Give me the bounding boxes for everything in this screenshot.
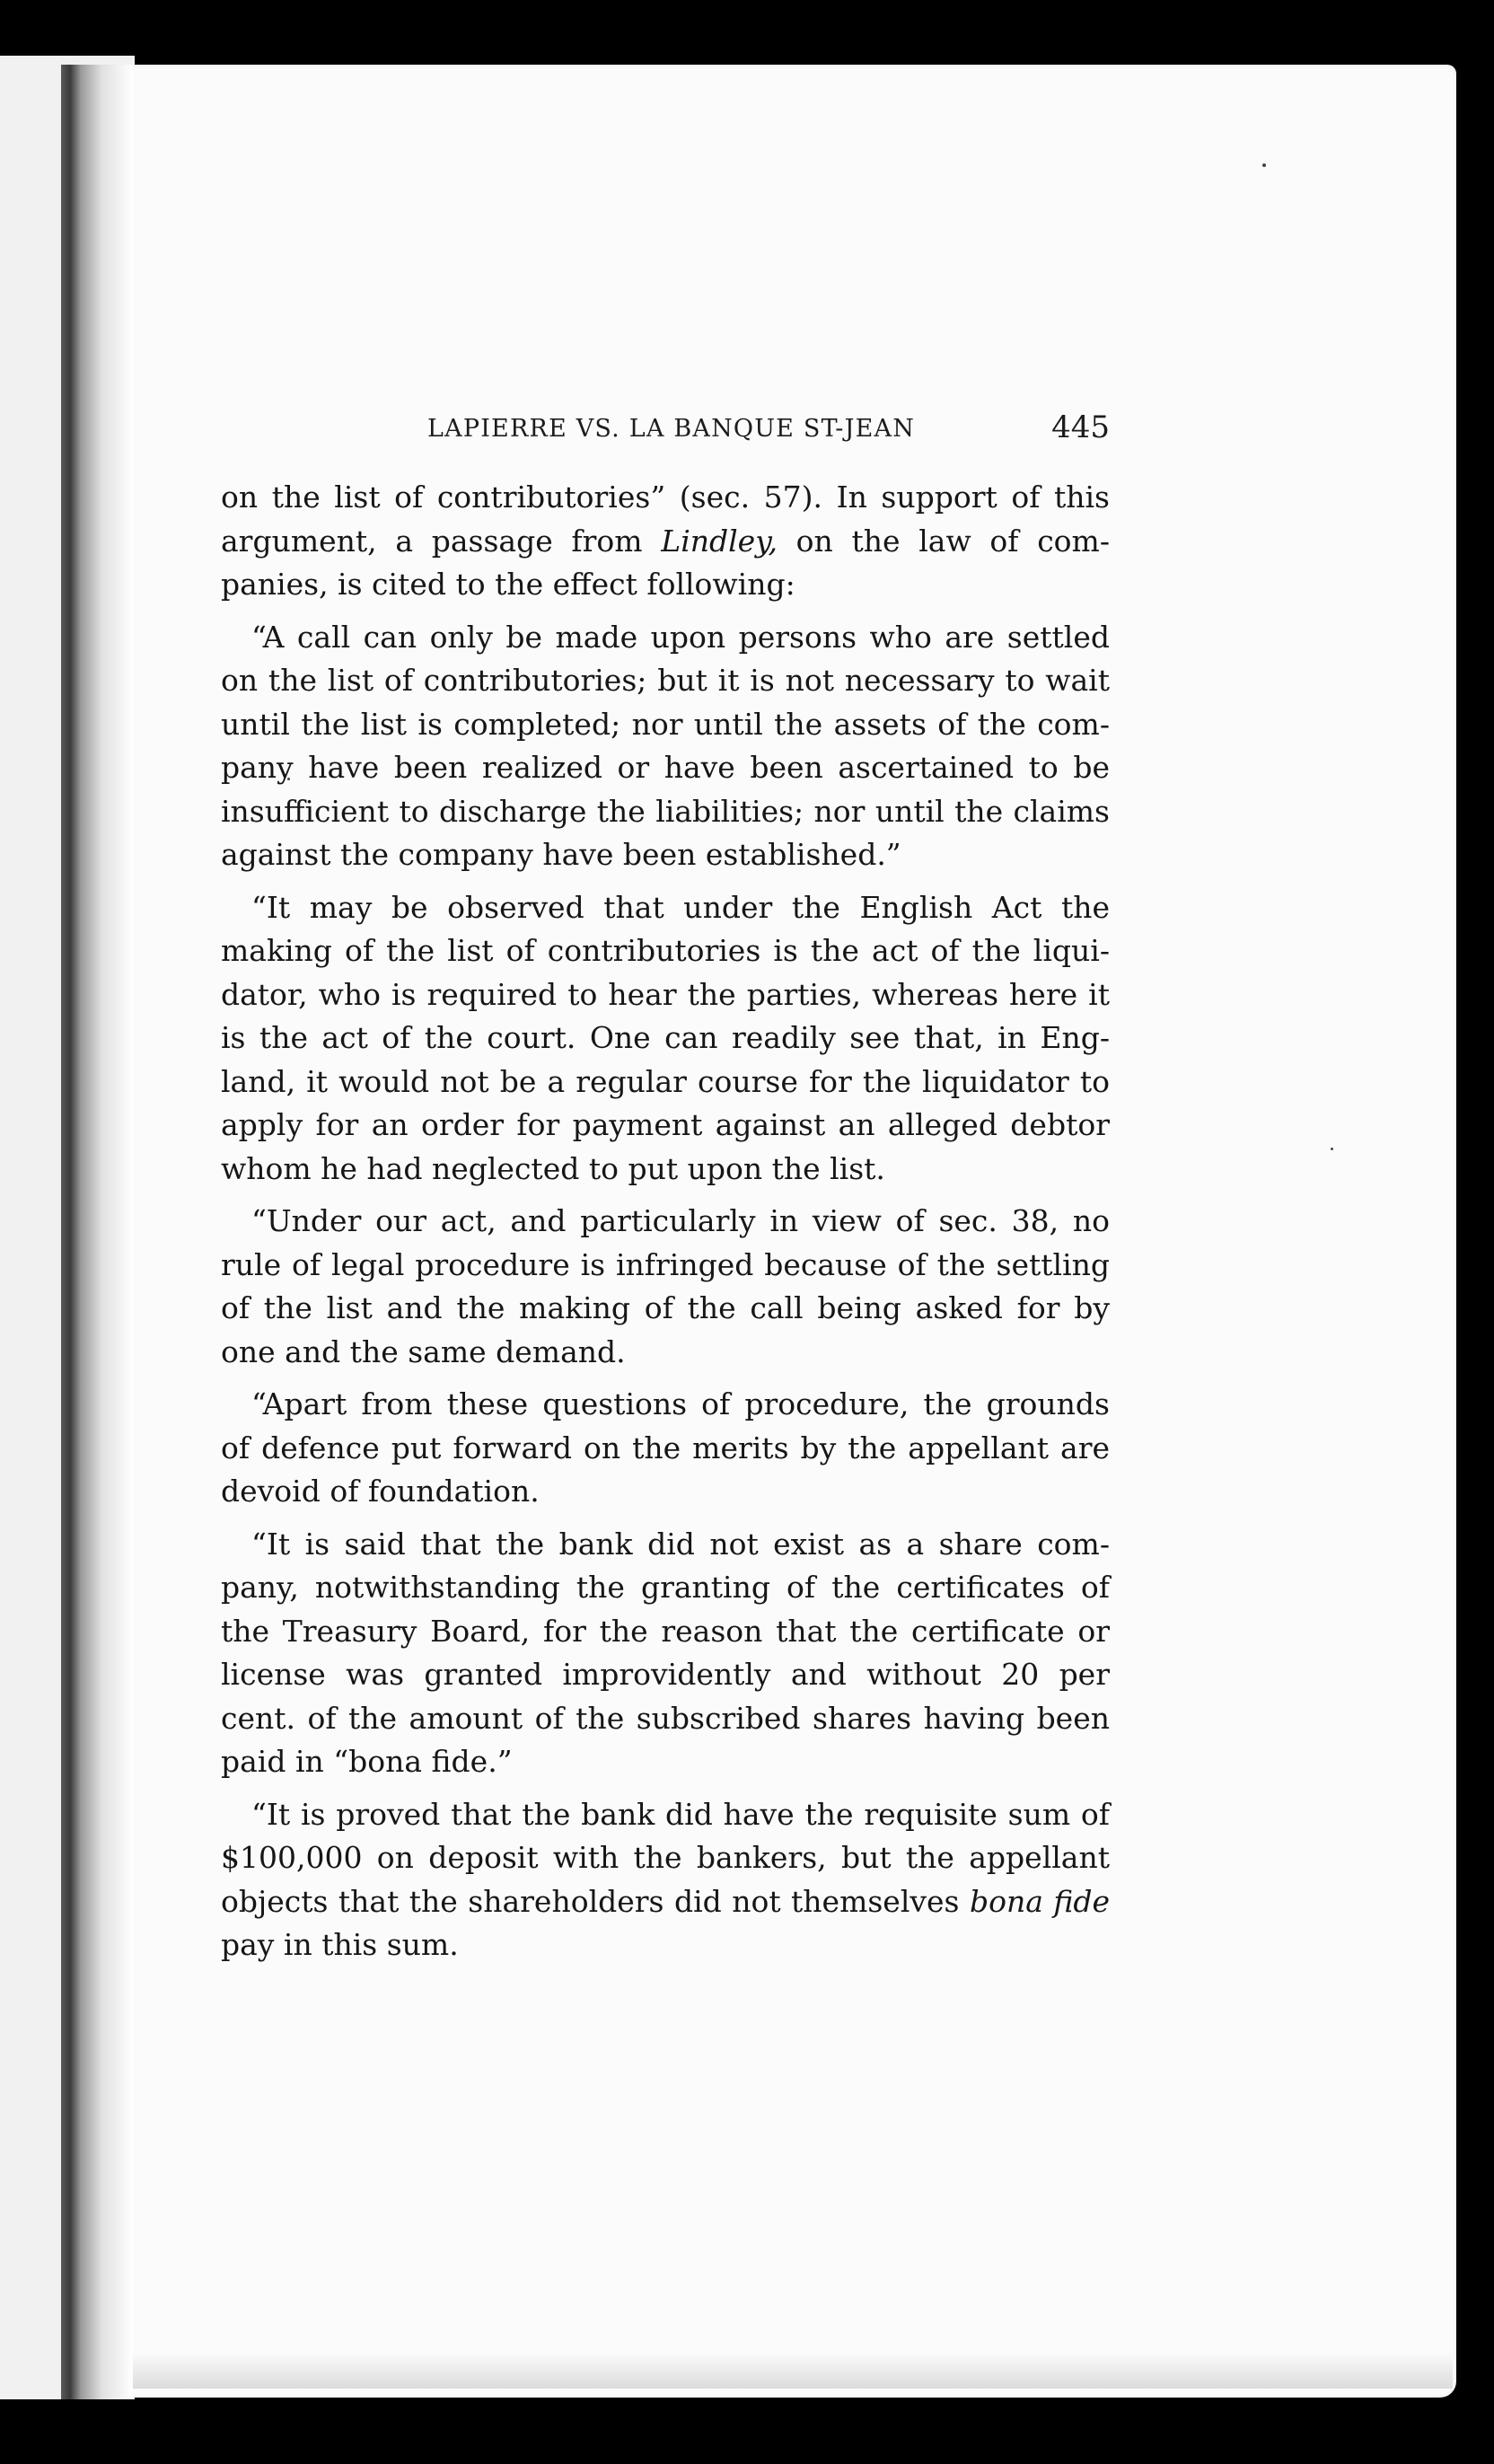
text-run: “It may be observed that under the English Act the making of the list of contributories is the act of the liqui-dator, who is required to hear the parties, whereas here it is the act of the court. One can readily see that, in Eng-land, it would not be a regular course for the liquidator to apply for an order for payment against an alleged debtor whom he had neglected to put upon the list. (221, 889, 1110, 1186)
paragraph (221, 1523, 1110, 1784)
text-run: on the law of com-panies, is cited to the effect following: (221, 523, 1110, 602)
paragraph (221, 1200, 1110, 1374)
page-bottom-edge (133, 2353, 1453, 2389)
text-run: “It is said that the bank did not exist as a share com-pany, notwithstanding the granting of the certificates of the Treasury Board, for the reason that the certificate or license was granted improvidently and without 20 per cent. of the amount of the subscribed shares having been paid in “bona fide.” (221, 1526, 1110, 1779)
page-number: 445 (1051, 409, 1110, 445)
paper-speck (1262, 163, 1266, 167)
paragraph (221, 616, 1110, 877)
paragraph (221, 1383, 1110, 1514)
body-text (221, 476, 1110, 1976)
text-run: “Under our act, and particularly in view of sec. 38, no rule of legal procedure is infringed because of the settling of the list and the making of the call being asked for by one and the same demand. (221, 1203, 1110, 1369)
running-title: LAPIERRE VS. LA BANQUE ST-JEAN (427, 415, 916, 443)
text-run: “It is proved that the bank did have the requisite sum of $100,000 on deposit with the bankers, but the appellant objects that the shareholders did not themselves (221, 1796, 1110, 1919)
running-header (427, 409, 1110, 454)
paragraph (221, 886, 1110, 1192)
book-gutter-shadow (61, 65, 133, 2399)
italic-text: bona fide (969, 1883, 1110, 1919)
paragraph (221, 476, 1110, 607)
text-run: on the list of contributories” (sec. 57). In support of this argument, a passage from (221, 480, 1110, 559)
paper-speck (1331, 1148, 1333, 1150)
paragraph (221, 1793, 1110, 1967)
text-run: “A call can only be made upon persons who are settled on the list of contributories; but it is not necessary to wait until the list is completed; nor until the assets of the com-pany have been realized or have been ascertained to be insufficient to discharge the liabilities; nor until the claims against the company have been established.” (221, 619, 1110, 872)
italic-text: Lindley, (661, 523, 778, 559)
text-run: “Apart from these questions of procedure, the grounds of defence put forward on the merits by the appellant are devoid of foundation. (221, 1386, 1110, 1509)
text-run: pay in this sum. (221, 1927, 459, 1962)
